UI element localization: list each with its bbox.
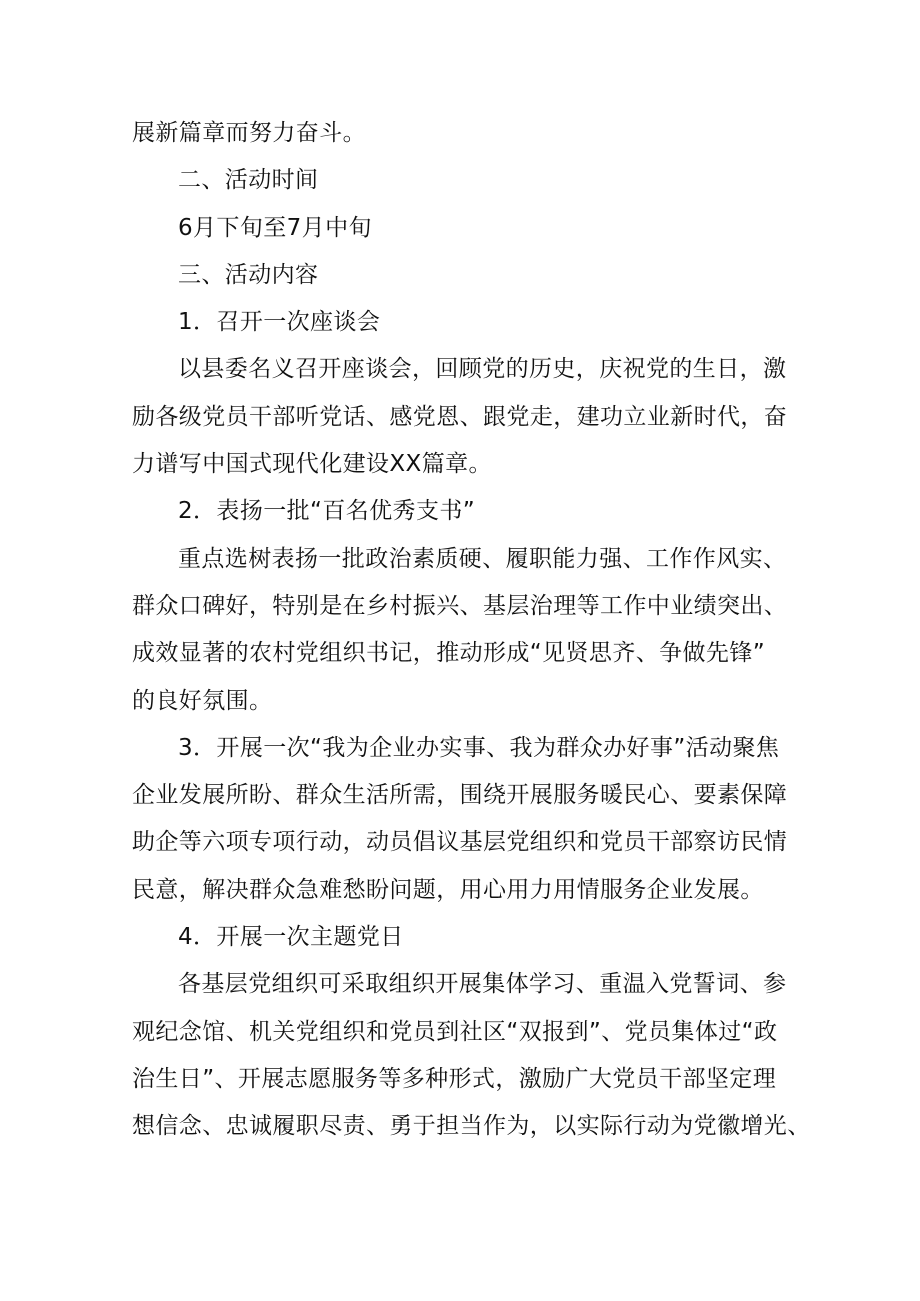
text-line: 助企等六项专项行动，动员倡议基层党组织和党员干部察访民情 — [132, 829, 788, 856]
text-line: 以县委名义召开座谈会，回顾党的历史，庆祝党的生日，激 — [178, 356, 787, 383]
text-line: 群众口碑好，特别是在乡村振兴、基层治理等工作中业绩突出、 — [132, 592, 788, 619]
text-line: 治生日”、开展志愿服务等多种形式，激励广大党员干部坚定理 — [132, 1065, 777, 1092]
text-line: 观纪念馆、机关党组织和党员到社区“双报到”、党员集体过“政 — [132, 1018, 778, 1045]
text-line: 成效显著的农村党组织书记，推动形成“见贤思齐、争做先锋” — [132, 640, 766, 667]
item-heading-1: 1．召开一次座谈会 — [178, 309, 381, 336]
section-heading-activity-content: 三、活动内容 — [178, 261, 319, 288]
text-line: 想信念、忠诚履职尽责、勇于担当作为，以实际行动为党徽增光、 — [132, 1113, 811, 1140]
item-heading-3: 3．开展一次“我为企业办实事、我为群众办好事”活动聚焦 — [178, 734, 780, 761]
text-line: 力谱写中国式现代化建设XX篇章。 — [132, 451, 492, 478]
text-line: 各基层党组织可采取组织开展集体学习、重温入党誓词、参 — [178, 971, 787, 998]
text-line: 企业发展所盼、群众生活所需，围绕开展服务暖民心、要素保障 — [132, 782, 788, 809]
text-line: 重点选树表扬一批政治素质硬、履职能力强、工作作风实、 — [178, 545, 787, 572]
item-heading-4: 4．开展一次主题党日 — [178, 924, 404, 951]
document-body — [132, 110, 811, 1151]
text-line: 民意，解决群众急难愁盼问题，用心用力用情服务企业发展。 — [132, 876, 764, 903]
text-line: 励各级党员干部听党话、感党恩、跟党走，建功立业新时代，奋 — [132, 403, 788, 430]
activity-time-value: 6月下旬至7月中旬 — [178, 214, 372, 241]
text-line: 展新篇章而努力奋斗。 — [132, 120, 366, 146]
section-heading-activity-time: 二、活动时间 — [178, 167, 319, 194]
text-line: 的良好氛围。 — [132, 687, 273, 714]
item-heading-2: 2．表扬一批“百名优秀支书” — [178, 498, 476, 525]
